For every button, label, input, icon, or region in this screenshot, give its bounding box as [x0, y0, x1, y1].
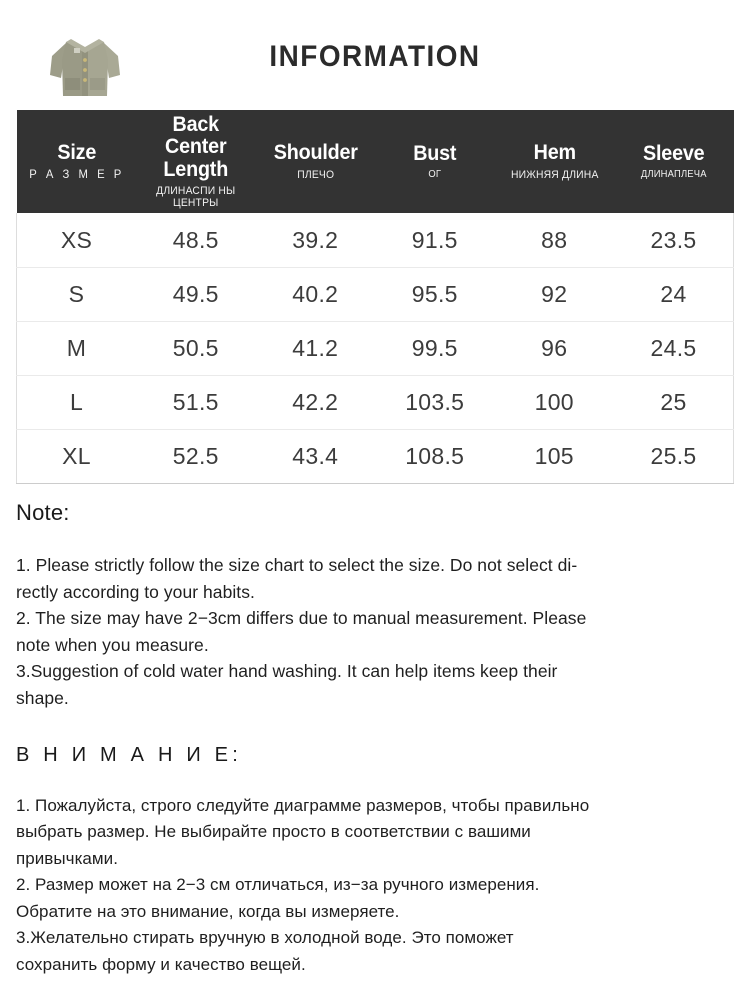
table-row	[17, 375, 734, 429]
note-line: 3.Suggestion of cold water hand washing. It can help items keep their	[16, 661, 558, 682]
column-header-size-ru: Р А З М Е Р	[28, 167, 124, 182]
note-line: 1. Пожалуйста, строго следуйте диаграмме размеров, чтобы правильно	[16, 795, 590, 815]
cell-hem: 105	[534, 442, 574, 469]
column-header-back-center-length	[136, 110, 256, 213]
column-header-hem	[495, 110, 615, 213]
table-row	[17, 429, 734, 483]
cell-shoulder: 39.2	[256, 213, 376, 267]
column-header-shoulder-en: Shoulder	[273, 141, 358, 165]
column-header-sleeve-ru: ДЛИНАПЛЕЧА	[640, 169, 707, 181]
table-row	[17, 213, 734, 267]
cell-sleeve: 25	[614, 375, 734, 429]
table-header-row	[17, 110, 734, 213]
notes-ru-heading: В Н И М А Н И Е:	[16, 743, 242, 766]
cell-back-center-length: 52.5	[172, 442, 219, 469]
cell-sleeve: 24.5	[614, 321, 734, 375]
cell-hem: 96	[495, 321, 615, 375]
cell-sleeve: 24	[614, 267, 734, 321]
cell-hem: 92	[495, 267, 615, 321]
note-line: 3.Желательно стирать вручную в холодной воде. Это поможет	[16, 928, 514, 948]
notes-en-body	[16, 552, 734, 712]
cell-bust: 91.5	[375, 213, 495, 267]
cell-back-center-length: 51.5	[136, 375, 256, 429]
column-header-back-center-length-en: Back Center Length	[163, 113, 229, 181]
notes-section	[16, 500, 734, 978]
cell-back-center-length: 48.5	[136, 213, 256, 267]
cell-size: S	[17, 267, 137, 321]
cell-bust: 103.5	[375, 375, 495, 429]
cell-shoulder: 40.2	[256, 267, 376, 321]
column-header-back-center-length-ru: ДЛИНАСПИ НЫ ЦЕНТРЫ	[156, 184, 236, 210]
cell-size: M	[17, 321, 137, 375]
note-line: rectly according to your habits.	[16, 581, 255, 602]
column-header-hem-ru: НИЖНЯЯ ДЛИНА	[510, 168, 599, 181]
notes-en-heading: Note:	[16, 500, 70, 525]
page-header	[0, 0, 750, 110]
cell-back-center-length: 49.5	[136, 267, 256, 321]
size-chart-table	[16, 110, 734, 484]
cell-sleeve: 23.5	[614, 213, 734, 267]
cell-hem: 100	[495, 375, 615, 429]
table-row	[17, 267, 734, 321]
cell-size: XS	[17, 213, 137, 267]
notes-ru-body	[16, 793, 734, 979]
cell-back-center-length: 50.5	[136, 321, 256, 375]
column-header-bust-ru: ОГ	[428, 169, 442, 181]
note-line: note when you measure.	[16, 634, 209, 655]
note-line: привычками.	[16, 848, 118, 868]
cell-bust: 95.5	[375, 267, 495, 321]
cell-hem: 88	[495, 213, 615, 267]
note-line: 2. Размер может на 2−3 см отличаться, из−за ручного измерения.	[16, 875, 540, 895]
cell-size: L	[17, 375, 137, 429]
column-header-bust-en: Bust	[413, 141, 457, 165]
cell-bust: 108.5	[405, 442, 465, 469]
column-header-hem-en: Hem	[533, 141, 576, 165]
note-line: 1. Please strictly follow the size chart to select the size. Do not select di-	[16, 555, 578, 575]
column-header-size	[17, 110, 137, 213]
column-header-shoulder-ru: ПЛЕЧО	[296, 168, 334, 181]
column-header-bust	[375, 110, 495, 213]
page-title: INFORMATION	[269, 40, 481, 73]
size-chart-table-head	[17, 110, 734, 213]
note-line: Обратите на это внимание, когда вы измеряете.	[16, 901, 400, 921]
note-line: выбрать размер. Не выбирайте просто в соответствии с вашими	[16, 822, 531, 842]
table-row	[17, 321, 734, 375]
cell-sleeve: 25.5	[650, 442, 697, 469]
column-header-size-en: Size	[56, 140, 96, 164]
cell-shoulder: 43.4	[292, 442, 339, 469]
column-header-shoulder	[256, 110, 376, 213]
column-header-sleeve-en: Sleeve	[643, 141, 705, 165]
note-line: 2. The size may have 2−3cm differs due to manual measurement. Please	[16, 608, 587, 629]
note-line: shape.	[16, 687, 69, 708]
cell-shoulder: 42.2	[256, 375, 376, 429]
size-chart-table-container	[16, 110, 734, 484]
cell-shoulder: 41.2	[256, 321, 376, 375]
note-line: сохранить форму и качество вещей.	[16, 954, 306, 974]
size-chart-table-body	[17, 213, 734, 483]
cell-size: XL	[62, 442, 91, 469]
column-header-sleeve	[614, 110, 734, 213]
cell-bust: 99.5	[375, 321, 495, 375]
